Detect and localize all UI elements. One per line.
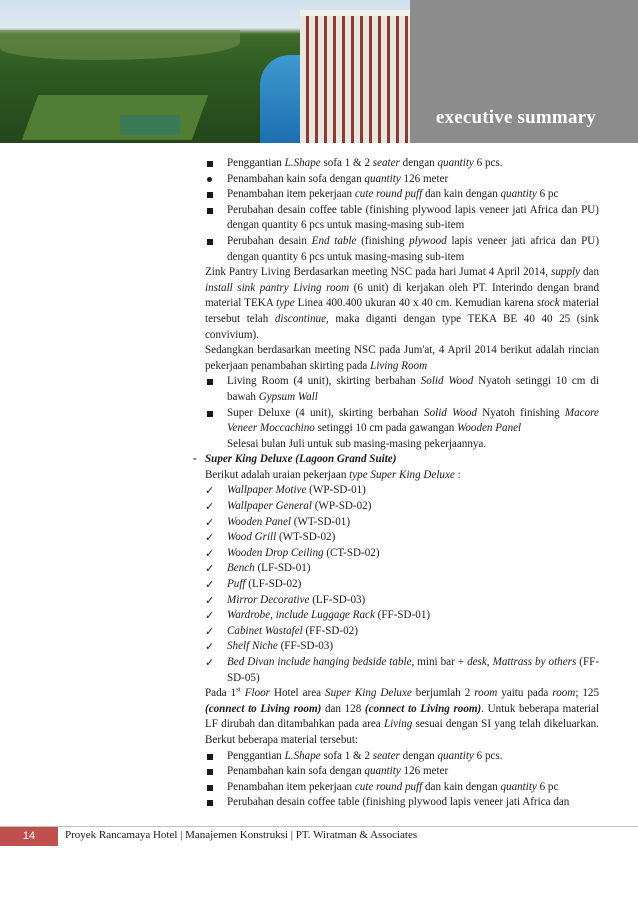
checkmark-icon: ✓: [205, 609, 215, 623]
bullet-text: Penambahan kain sofa dengan quantity 126 meter: [227, 765, 449, 778]
square-bullet-icon: [207, 239, 213, 245]
list-item: [205, 795, 599, 811]
check-text: Wallpaper General (WP-SD-02): [227, 500, 372, 513]
check-item: [205, 483, 599, 499]
check-item: [205, 608, 599, 624]
check-text: Wooden Panel (WT-SD-01): [227, 515, 351, 528]
list-item: [205, 234, 599, 265]
list-item: [205, 780, 599, 796]
checkmark-icon: ✓: [205, 640, 215, 654]
bullet-text: Penambahan item pekerjaan cute round puff dan kain dengan quantity 6 pc: [227, 780, 559, 793]
bullet-text: Penggantian L.Shape sofa 1 & 2 seater dengan quantity 6 pcs.: [227, 157, 503, 169]
checkmark-icon: ✓: [205, 562, 215, 576]
list-item: [205, 187, 599, 203]
checkmark-icon: ✓: [205, 484, 215, 498]
checkmark-icon: ✓: [205, 531, 215, 545]
paragraph: Sedangkan berdasarkan meeting NSC pada Jum'at, 4 April 2014 berikut adalah rincian pekerjaan penambahan skirting pada Living Room: [205, 344, 599, 372]
check-item: [205, 639, 599, 655]
check-text: Shelf Niche (FF-SD-03): [227, 640, 334, 653]
check-item: [205, 624, 599, 640]
list-item: [205, 764, 599, 780]
paragraph: Selesai bulan Juli untuk sub masing-masing pekerjaannya.: [227, 437, 487, 450]
check-item: [205, 561, 599, 577]
check-item: [205, 577, 599, 593]
bullet-text: Penggantian L.Shape sofa 1 & 2 seater dengan quantity 6 pcs.: [227, 749, 503, 762]
checkmark-icon: ✓: [205, 546, 215, 560]
check-item: [205, 593, 599, 609]
square-bullet-icon: [207, 785, 213, 791]
round-bullet-icon: [207, 177, 212, 182]
checkmark-icon: ✓: [205, 578, 215, 592]
square-bullet-icon: [207, 411, 213, 417]
bullet-text: Perubahan desain End table (finishing plywood lapis veneer jati africa dan PU) dengan quantity 6 pcs untuk masing-masing sub-item: [227, 234, 600, 263]
check-text: Wood Grill (WT-SD-02): [227, 531, 336, 544]
footer-divider: [0, 826, 638, 827]
check-item: [205, 499, 599, 515]
list-item: [205, 374, 599, 405]
square-bullet-icon: [207, 800, 213, 806]
square-bullet-icon: [207, 208, 213, 214]
square-bullet-icon: [207, 379, 213, 385]
section-title: executive summary: [435, 107, 596, 128]
checkmark-icon: ✓: [205, 656, 215, 669]
paragraph: Zink Pantry Living Berdasarkan meeting NSC pada hari Jumat 4 April 2014, supply dan install sink pantry Living room (6 unit) di kerjakan oleh PT. Interindo dengan brand material TEKA type Linea 400.400 ukuran 40 x 40 cm. Kemudian karena stock material tersebut telah discontinue, maka diganti dengan type TEKA BE 40 40 25 (sink convivium).: [205, 266, 599, 341]
checkmark-icon: ✓: [205, 593, 215, 607]
list-item: [205, 203, 599, 234]
square-bullet-icon: [207, 192, 213, 198]
checkmark-icon: ✓: [205, 515, 215, 529]
list-item: [205, 749, 599, 765]
list-item: [205, 156, 599, 172]
check-item: [205, 546, 599, 562]
check-text: Wardrobe, include Luggage Rack (FF-SD-01): [227, 609, 431, 622]
bullet-text: Living Room (4 unit), skirting berbahan Solid Wood Nyatoh setinggi 10 cm di bawah Gypsum Wall: [227, 375, 599, 403]
list-item: [205, 406, 599, 437]
paragraph: Pada 1st Floor Hotel area Super King Deluxe berjumlah 2 room yaitu pada room; 125 (connect to Living room) dan 128 (connect to Living room). Untuk beberapa material LF dirubah dan ditambahkan pada area Living sesuai dengan SI yang telah dikeluarkan. Berkut beberapa material tersebut:: [205, 685, 600, 746]
check-item: [205, 515, 599, 531]
header-banner: [0, 0, 638, 143]
paragraph: Berikut adalah uraian pekerjaan type Super King Deluxe :: [205, 468, 461, 481]
bullet-text: Penambahan item pekerjaan cute round puff dan kain dengan quantity 6 pc: [227, 188, 559, 201]
check-text: Bench (LF-SD-01): [227, 562, 311, 575]
section-heading: - Super King Deluxe (Lagoon Grand Suite): [193, 453, 397, 466]
check-text: Wallpaper Motive (WP-SD-01): [227, 484, 366, 497]
page-number: 14: [0, 827, 58, 846]
check-item: [205, 655, 599, 686]
check-text: Cabinet Wastafel (FF-SD-02): [227, 624, 358, 637]
square-bullet-icon: [207, 769, 213, 775]
checkmark-icon: ✓: [205, 624, 215, 638]
bullet-text: Super Deluxe (4 unit), skirting berbahan Solid Wood Nyatoh finishing Macore Veneer Moccachino setinggi 10 cm pada gawangan Wooden Panel: [227, 406, 599, 435]
bullet-text: Perubahan desain coffee table (finishing plywood lapis veneer jati Africa dan PU) dengan quantity 6 pcs untuk masing-masing sub-item: [227, 203, 599, 232]
bullet-text: Perubahan desain coffee table (finishing plywood lapis veneer jati Africa dan: [227, 796, 570, 809]
square-bullet-icon: [207, 161, 213, 167]
list-item: [205, 172, 599, 188]
check-text: Bed Divan include hanging bedside table, mini bar + desk, Mattrass by others (FF-SD-05): [227, 656, 600, 684]
square-bullet-icon: [207, 754, 213, 760]
check-text: Mirror Decorative (LF-SD-03): [227, 593, 366, 606]
bullet-text: Penambahan kain sofa dengan quantity 126 meter: [227, 172, 449, 185]
checkmark-icon: ✓: [205, 500, 215, 514]
hotel-photo: [0, 0, 410, 143]
footer-text: Proyek Rancamaya Hotel | Manajemen Konstruksi | PT. Wiratman & Associates: [65, 829, 418, 841]
page-body: [193, 156, 600, 811]
check-text: Wooden Drop Ceiling (CT-SD-02): [227, 546, 380, 559]
checklist: [205, 483, 599, 655]
check-text: Puff (LF-SD-02): [227, 578, 302, 591]
check-item: [205, 530, 599, 546]
